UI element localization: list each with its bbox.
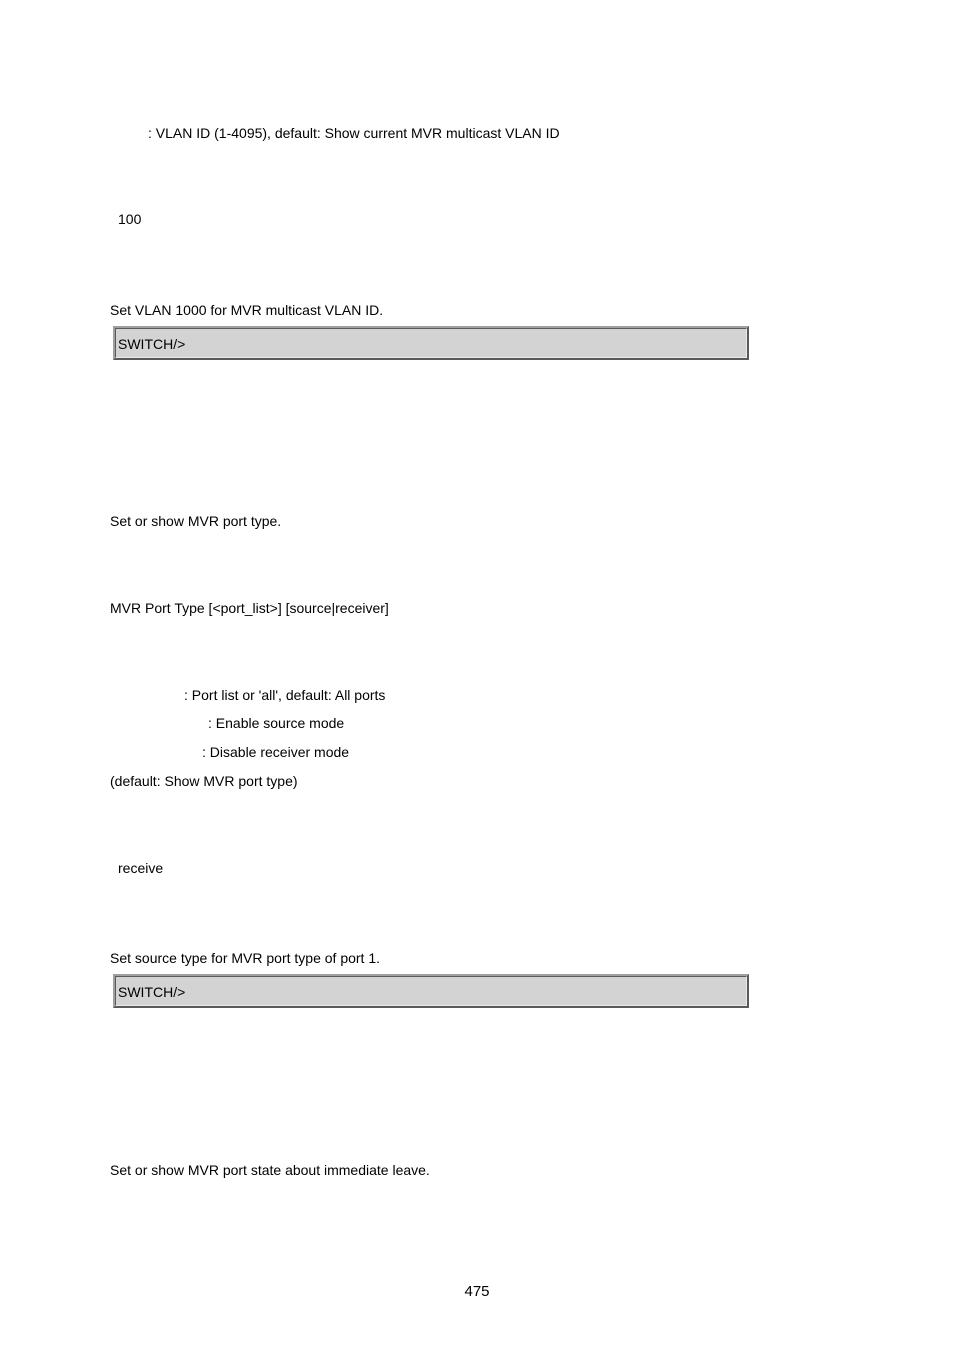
default-value: 100 xyxy=(118,211,142,227)
command-syntax: MVR Port Type [<port_list>] [source|receiver] xyxy=(110,600,389,616)
command-prompt: SWITCH/> xyxy=(118,336,186,352)
param-port-list: : Port list or 'all', default: All ports xyxy=(184,687,386,703)
example-description: Set source type for MVR port type of port 1. xyxy=(110,950,381,966)
page-number: 475 xyxy=(464,1283,490,1300)
param-vlan-id: : VLAN ID (1-4095), default: Show current MVR multicast VLAN ID xyxy=(148,125,560,141)
command-description: Set or show MVR port type. xyxy=(110,513,282,529)
param-receiver: : Disable receiver mode xyxy=(202,744,350,760)
param-source: : Enable source mode xyxy=(208,715,345,731)
command-prompt: SWITCH/> xyxy=(118,984,186,1000)
command-example-box xyxy=(113,974,749,1008)
default-value: receive xyxy=(118,860,164,876)
param-default: (default: Show MVR port type) xyxy=(110,773,298,789)
command-description: Set or show MVR port state about immediate leave. xyxy=(110,1162,430,1178)
command-example-box xyxy=(113,326,749,360)
example-description: Set VLAN 1000 for MVR multicast VLAN ID. xyxy=(110,302,384,318)
